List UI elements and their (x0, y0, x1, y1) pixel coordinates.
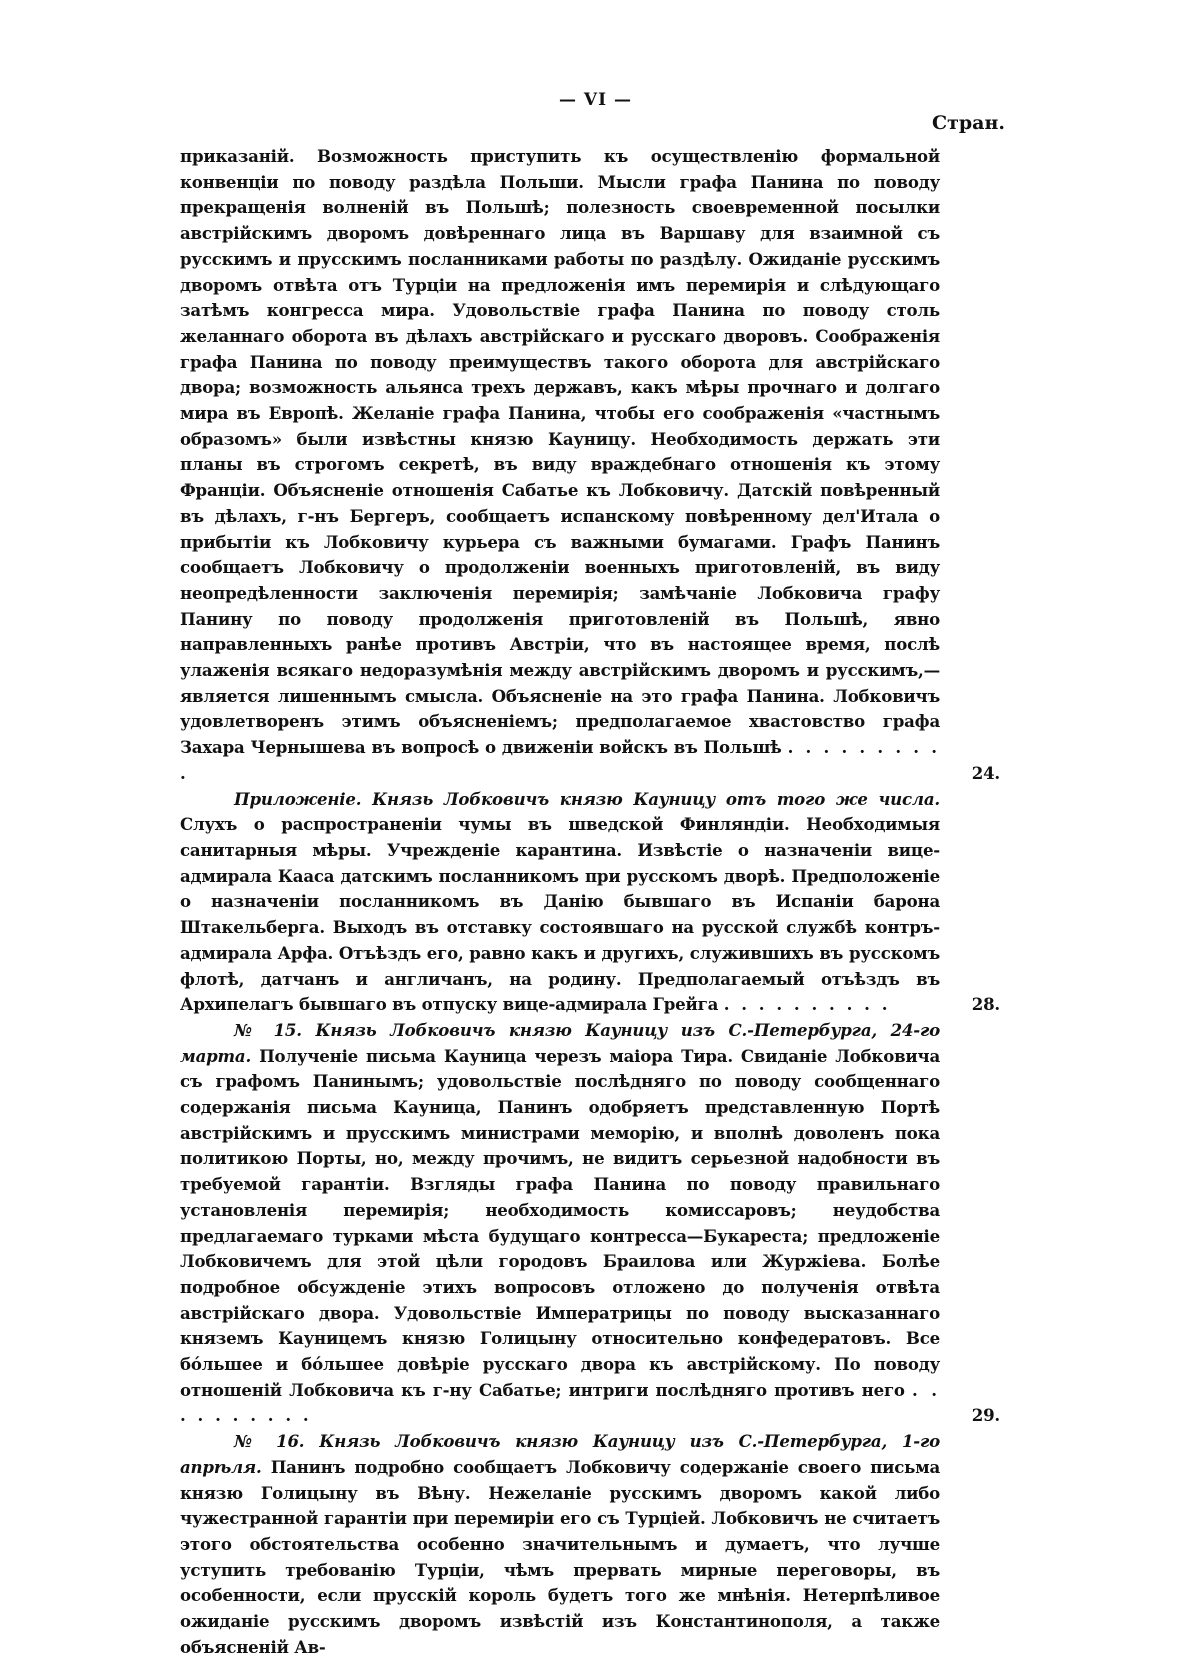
page-column-heading: Стран. (931, 112, 1005, 134)
entry-lead: Приложеніе. Князь Лобковичъ князю Кауницу отъ того же числа. (234, 788, 940, 809)
document-body (180, 144, 1000, 1660)
entry-page-ref: 24. (971, 762, 1000, 783)
entry-lead: № 15. Князь Лобковичъ князю Кауницу изъ С.-Петербурга, 24-го марта. (180, 1019, 940, 1066)
entry-appendix (180, 787, 1000, 1018)
dot-leader: . . . . . . . . . . (723, 994, 891, 1015)
entry-continuation (180, 144, 1000, 787)
entry-15 (180, 1018, 1000, 1429)
entry-text: Панинъ подробно сообщаетъ Лобковичу содержаніе своего письма князю Голицыну въ Вѣну. Нежеланіе русскимъ дворомъ какой либо чужестранной гарантіи при перемиріи его съ Турціей. Лобковичъ не считаетъ этого обстоятельства особенно значительнымъ и думаетъ, что лучше уступить требованію Турціи, чѣмъ прервать мирные переговоры, въ особенности, если прусскій король будетъ того же мнѣнія. Нетерпѣливое ожиданіе русскимъ дворомъ извѣстій изъ Константинополя, а также объясненій Ав- (180, 1456, 941, 1657)
entry-text: Слухъ о распространеніи чумы въ шведской Финляндіи. Необходимыя санитарныя мѣры. Учрежденіе карантина. Извѣстіе о назначеніи вице-адмирала Кааса датскимъ посланникомъ при русскомъ дворѣ. Предположеніе о назначеніи посланникомъ въ Данію бывшаго въ Испаніи барона Штакельберга. Выходъ въ отставку состоявшаго на русской службѣ контръ-адмирала Арфа. Отъѣздъ его, равно какъ и другихъ, служившихъ въ русскомъ флотѣ, датчанъ и англичанъ, на родину. Предполагаемый отъѣздъ въ Архипелагъ бывшаго въ отпуску вице-адмирала Грейга (180, 814, 940, 1015)
entry-lead: № 16. Князь Лобковичъ князю Кауницу изъ С.-Петербурга, 1-го апрѣля. (180, 1431, 940, 1477)
dot-leader: . . . . . . . . . . (180, 737, 941, 783)
dot-leader: . . . . . . . . . . (180, 1379, 940, 1426)
entry-text: приказаній. Возможность приступить къ осуществленію формальной конвенціи по поводу раздѣла Польши. Мысли графа Панина по поводу прекращенія волненій въ Польшѣ; полезность своевременной посылки австрійскимъ дворомъ довѣреннаго лица въ Варшаву для взаимной съ русскимъ и прусскимъ посланниками работы по раздѣлу. Ожиданіе русскимъ дворомъ отвѣта отъ Турціи на предложенія имъ перемирія и слѣдующаго затѣмъ конгресса мира. Удовольствіе графа Панина по поводу столь желаннаго оборота въ дѣлахъ австрійскаго и русскаго дворовъ. Соображенія графа Панина по поводу преимуществъ такого оборота для австрійскаго двора; возможность альянса трехъ державъ, какъ мѣры прочнаго и долгаго мира въ Европѣ. Желаніе графа Панина, чтобы его соображенія «частнымъ образомъ» были извѣстны князю Кауницу. Необходимость держать эти планы въ строгомъ секретѣ, въ виду враждебнаго отношенія къ этому Франціи. Объясненіе отношенія Сабатье къ Лобковичу. Датскій повѣренный въ дѣлахъ, г-нъ Бергеръ, сообщаетъ испанскому повѣренному дел'Итала о прибытіи къ Лобковичу курьера съ важными бумагами. Графъ Панинъ сообщаетъ Лобковичу о продолженіи военныхъ приготовленій, въ виду неопредѣленности заключенія перемирія; замѣчаніе Лобковича графу Панину по поводу продолженія приготовленій въ Польшѣ, явно направленныхъ ранѣе противъ Австріи, что въ настоящее время, послѣ улаженія всякаго недоразумѣнія между австрійскимъ дворомъ и русскимъ,—является лишеннымъ смысла. Объясненіе на это графа Панина. Лобковичъ удовлетворенъ этимъ объясненіемъ; предполагаемое хвастовство графа Захара Чернышева въ вопросѣ о движеніи войскъ въ Польшѣ (180, 146, 940, 758)
page-folio: — VI — (559, 90, 632, 110)
entry-16 (180, 1429, 940, 1660)
entry-page-ref: 29. (971, 1405, 1000, 1426)
entry-text: Полученіе письма Кауница черезъ маіора Тира. Свиданіе Лобковича съ графомъ Панинымъ; удовольствіе послѣдняго по поводу сообщеннаго содержанія письма Кауница, Панинъ одобряетъ представленную Портѣ австрійскимъ и прусскимъ министрами меморію, и вполнѣ доволенъ пока политикою Порты, но, между прочимъ, не видитъ серьезной надобности въ требуемой гарантіи. Взгляды графа Панина по поводу правильнаго установленія перемирія; необходимость комиссаровъ; неудобства предлагаемаго турками мѣста будущаго контресса—Букареста; предложеніе Лобковичемъ для этой цѣли городовъ Браилова или Журжіева. Болѣе подробное обсужденіе этихъ вопросовъ отложено до полученія отвѣта австрійскаго двора. Удовольствіе Императрицы по поводу высказаннаго княземъ Кауницемъ князю Голицыну относительно конфедератовъ. Все бóльшее и бóльшее довѣріе русскаго двора къ австрійскому. По поводу отношеній Лобковича къ г-ну Сабатье; интриги послѣдняго противъ него (180, 1045, 940, 1400)
entry-page-ref: 28. (971, 994, 1000, 1015)
